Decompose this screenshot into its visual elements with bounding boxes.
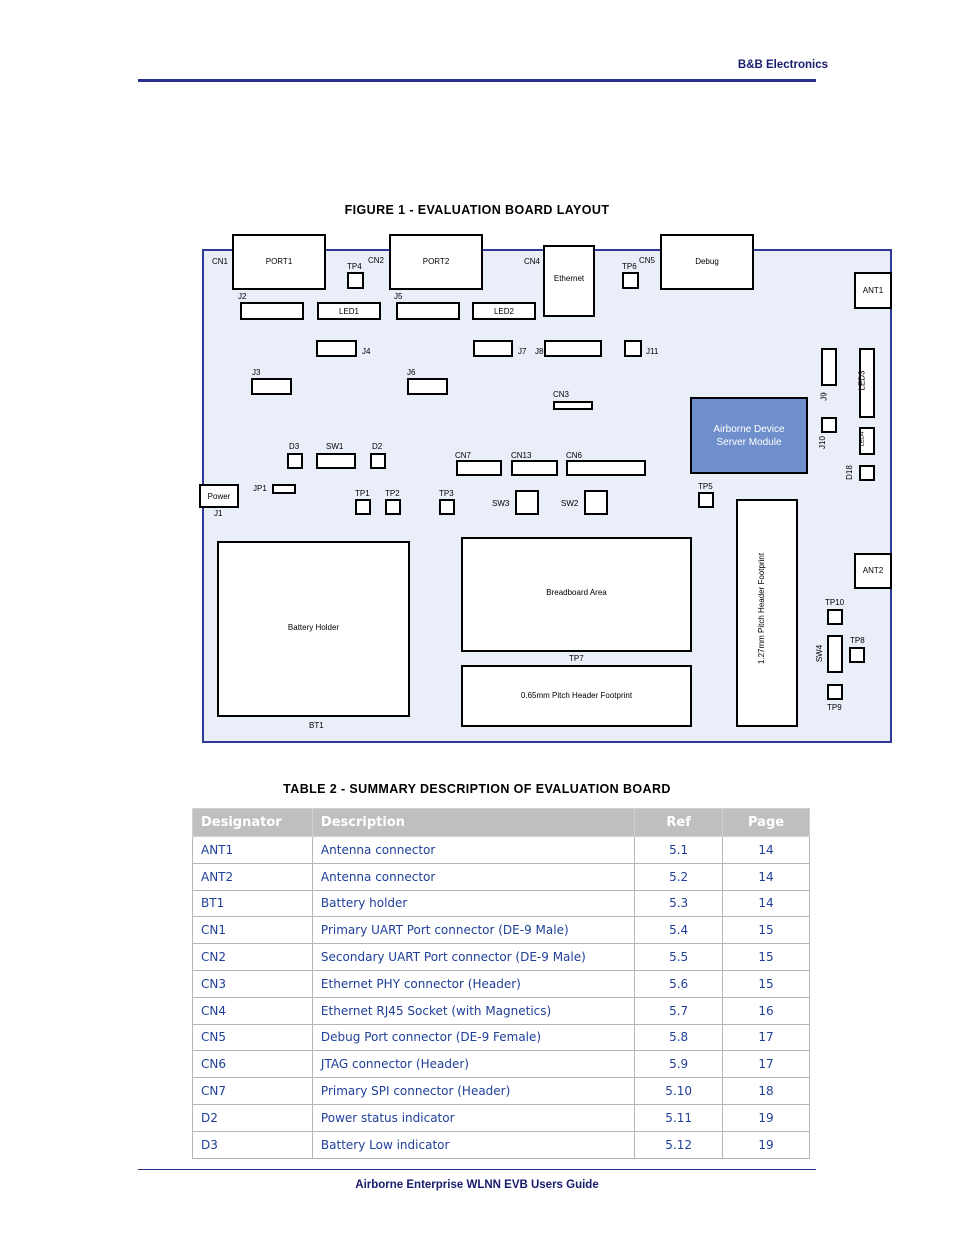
j7-header <box>473 340 513 357</box>
battery-holder <box>217 541 410 717</box>
header-065-label: 0.65mm Pitch Header Footprint <box>520 691 633 700</box>
cell-page: 14 <box>723 863 810 890</box>
evaluation-board-diagram <box>202 249 892 743</box>
table-row <box>193 1078 810 1105</box>
label-sw1: SW1 <box>326 442 344 451</box>
table-row <box>193 944 810 971</box>
label-tp5: TP5 <box>698 482 713 491</box>
table-row <box>193 1024 810 1051</box>
ant2-connector <box>854 553 892 589</box>
sw4-switch <box>827 635 843 673</box>
breadboard-area <box>461 537 692 652</box>
cell-page: 18 <box>723 1078 810 1105</box>
d3-led <box>287 453 303 469</box>
airborne-module <box>690 397 808 474</box>
tp8-pad <box>849 647 865 663</box>
table-row <box>193 890 810 917</box>
cell-ref: 5.12 <box>635 1131 723 1158</box>
header-page: Page <box>723 809 810 837</box>
cell-ref: 5.9 <box>635 1051 723 1078</box>
label-j8: J8 <box>535 347 544 356</box>
cell-designator: CN2 <box>193 944 313 971</box>
j3-header <box>251 378 292 395</box>
cell-description: Antenna connector <box>312 837 634 864</box>
cell-ref: 5.8 <box>635 1024 723 1051</box>
j2-header <box>240 302 304 320</box>
label-cn13: CN13 <box>511 451 532 460</box>
cell-description: Battery Low indicator <box>312 1131 634 1158</box>
label-sw2: SW2 <box>561 499 579 508</box>
figure-caption: FIGURE 1 - EVALUATION BOARD LAYOUT <box>344 203 610 217</box>
battery-holder-label: Battery Holder <box>287 623 340 632</box>
cell-designator: ANT1 <box>193 837 313 864</box>
cell-ref: 5.11 <box>635 1104 723 1131</box>
cell-designator: CN6 <box>193 1051 313 1078</box>
label-led3: LED3 <box>857 370 867 391</box>
label-tp4: TP4 <box>347 262 362 271</box>
sw3-switch <box>515 490 539 515</box>
header-designator: Designator <box>193 809 313 837</box>
footer-title: Airborne Enterprise WLNN EVB Users Guide <box>355 1179 599 1191</box>
cell-ref: 5.7 <box>635 997 723 1024</box>
cell-ref: 5.4 <box>635 917 723 944</box>
led2-label: LED2 <box>493 307 514 316</box>
cn13-header <box>511 460 558 476</box>
cell-page: 14 <box>723 837 810 864</box>
cell-designator: CN7 <box>193 1078 313 1105</box>
table-caption: TABLE 2 - SUMMARY DESCRIPTION OF EVALUATION BOARD <box>283 782 671 796</box>
led2-block <box>472 302 536 320</box>
label-bt1: BT1 <box>309 721 324 730</box>
label-led4: LED4 <box>859 431 866 447</box>
header-rule <box>138 79 816 82</box>
cell-description: Debug Port connector (DE-9 Female) <box>312 1024 634 1051</box>
table-row <box>193 863 810 890</box>
port1-connector <box>232 234 326 290</box>
cell-page: 15 <box>723 917 810 944</box>
led1-label: LED1 <box>338 307 359 316</box>
j5-header <box>396 302 460 320</box>
tp1-pad <box>355 499 371 515</box>
label-cn1: CN1 <box>212 257 229 266</box>
ant1-connector <box>854 272 892 309</box>
cell-ref: 5.10 <box>635 1078 723 1105</box>
label-tp8: TP8 <box>850 636 865 645</box>
cell-designator: CN5 <box>193 1024 313 1051</box>
label-d3: D3 <box>289 442 300 451</box>
cell-ref: 5.2 <box>635 863 723 890</box>
tp5-pad <box>698 492 714 508</box>
cell-ref: 5.5 <box>635 944 723 971</box>
ethernet-label: Ethernet <box>553 274 585 283</box>
cell-description: JTAG connector (Header) <box>312 1051 634 1078</box>
cell-designator: CN4 <box>193 997 313 1024</box>
header-description: Description <box>312 809 634 837</box>
debug-connector <box>660 234 754 290</box>
label-tp10: TP10 <box>825 598 845 607</box>
tp9-pad <box>827 684 843 700</box>
tp6-pad <box>622 272 639 289</box>
label-j7: J7 <box>518 347 527 356</box>
label-j10: J10 <box>817 436 827 449</box>
cell-page: 17 <box>723 1024 810 1051</box>
breadboard-label: Breadboard Area <box>546 588 607 597</box>
cell-page: 17 <box>723 1051 810 1078</box>
label-cn3: CN3 <box>553 390 570 399</box>
ant2-label: ANT2 <box>862 566 884 575</box>
cell-description: Ethernet PHY connector (Header) <box>312 970 634 997</box>
header-ref: Ref <box>635 809 723 837</box>
power-connector <box>199 484 239 508</box>
j6-header <box>407 378 448 395</box>
table-row <box>193 1051 810 1078</box>
ant1-label: ANT1 <box>862 286 884 295</box>
label-cn2: CN2 <box>368 256 385 265</box>
table-header-row <box>193 809 810 837</box>
cell-description: Power status indicator <box>312 1104 634 1131</box>
label-tp2: TP2 <box>385 489 400 498</box>
label-j2: J2 <box>238 292 247 301</box>
j8-header <box>544 340 602 357</box>
header-127-footprint <box>736 499 798 727</box>
tp3-pad <box>439 499 455 515</box>
d18-led <box>859 465 875 481</box>
cell-designator: CN1 <box>193 917 313 944</box>
header-127-label: 1.27mm Pitch Header Footprint <box>757 552 767 665</box>
label-cn7: CN7 <box>455 451 472 460</box>
cell-description: Primary SPI connector (Header) <box>312 1078 634 1105</box>
port2-label: PORT2 <box>422 257 450 266</box>
label-j4: J4 <box>362 347 371 356</box>
power-label: Power <box>207 492 231 501</box>
label-j6: J6 <box>407 368 416 377</box>
label-j9: J9 <box>819 392 829 401</box>
cell-ref: 5.6 <box>635 970 723 997</box>
cell-designator: D3 <box>193 1131 313 1158</box>
j9-header <box>821 348 837 386</box>
tp2-pad <box>385 499 401 515</box>
cn7-header <box>456 460 502 476</box>
footer-rule <box>138 1169 816 1170</box>
port2-connector <box>389 234 483 290</box>
label-j11: J11 <box>646 347 659 356</box>
label-j3: J3 <box>252 368 261 377</box>
label-tp6: TP6 <box>622 262 637 271</box>
j4-header <box>316 340 357 357</box>
cell-page: 15 <box>723 970 810 997</box>
led1-block <box>317 302 381 320</box>
cell-ref: 5.3 <box>635 890 723 917</box>
table-row <box>193 1131 810 1158</box>
table-row <box>193 997 810 1024</box>
port1-label: PORT1 <box>265 257 293 266</box>
table-row <box>193 1104 810 1131</box>
label-tp3: TP3 <box>439 489 454 498</box>
cell-page: 19 <box>723 1104 810 1131</box>
header-065-footprint <box>461 665 692 727</box>
cell-description: Antenna connector <box>312 863 634 890</box>
label-cn6: CN6 <box>566 451 583 460</box>
table-row <box>193 917 810 944</box>
label-d18: D18 <box>844 465 854 480</box>
cn3-header <box>553 401 593 410</box>
cell-designator: D2 <box>193 1104 313 1131</box>
cell-description: Ethernet RJ45 Socket (with Magnetics) <box>312 997 634 1024</box>
label-sw3: SW3 <box>492 499 510 508</box>
debug-label: Debug <box>695 257 719 266</box>
jp1-jumper <box>272 484 296 494</box>
cell-page: 15 <box>723 944 810 971</box>
cell-designator: CN3 <box>193 970 313 997</box>
cell-designator: ANT2 <box>193 863 313 890</box>
cell-page: 14 <box>723 890 810 917</box>
cell-page: 19 <box>723 1131 810 1158</box>
j10-header <box>821 417 837 433</box>
table-row <box>193 970 810 997</box>
cell-page: 16 <box>723 997 810 1024</box>
label-cn4: CN4 <box>524 257 541 266</box>
cell-ref: 5.1 <box>635 837 723 864</box>
cell-designator: BT1 <box>193 890 313 917</box>
label-tp7: TP7 <box>569 654 584 663</box>
d2-led <box>370 453 386 469</box>
cell-description: Primary UART Port connector (DE-9 Male) <box>312 917 634 944</box>
sw2-switch <box>584 490 608 515</box>
label-jp1: JP1 <box>253 484 267 493</box>
label-d2: D2 <box>372 442 383 451</box>
label-j1: J1 <box>214 509 223 518</box>
ethernet-connector <box>543 245 595 317</box>
label-tp1: TP1 <box>355 489 370 498</box>
label-sw4: SW4 <box>815 644 825 663</box>
cell-description: Secondary UART Port connector (DE-9 Male) <box>312 944 634 971</box>
module-label: Airborne Device Server Module <box>713 423 785 448</box>
header-company: B&B Electronics <box>737 59 828 71</box>
cell-description: Battery holder <box>312 890 634 917</box>
label-j5: J5 <box>394 292 403 301</box>
j11-header <box>624 340 642 357</box>
tp10-pad <box>827 609 843 625</box>
tp4-pad <box>347 272 364 289</box>
summary-table <box>192 808 810 1159</box>
label-tp9: TP9 <box>827 703 842 712</box>
sw1-switch <box>316 453 356 469</box>
label-cn5: CN5 <box>639 256 656 265</box>
table-row <box>193 837 810 864</box>
cn6-header <box>566 460 646 476</box>
